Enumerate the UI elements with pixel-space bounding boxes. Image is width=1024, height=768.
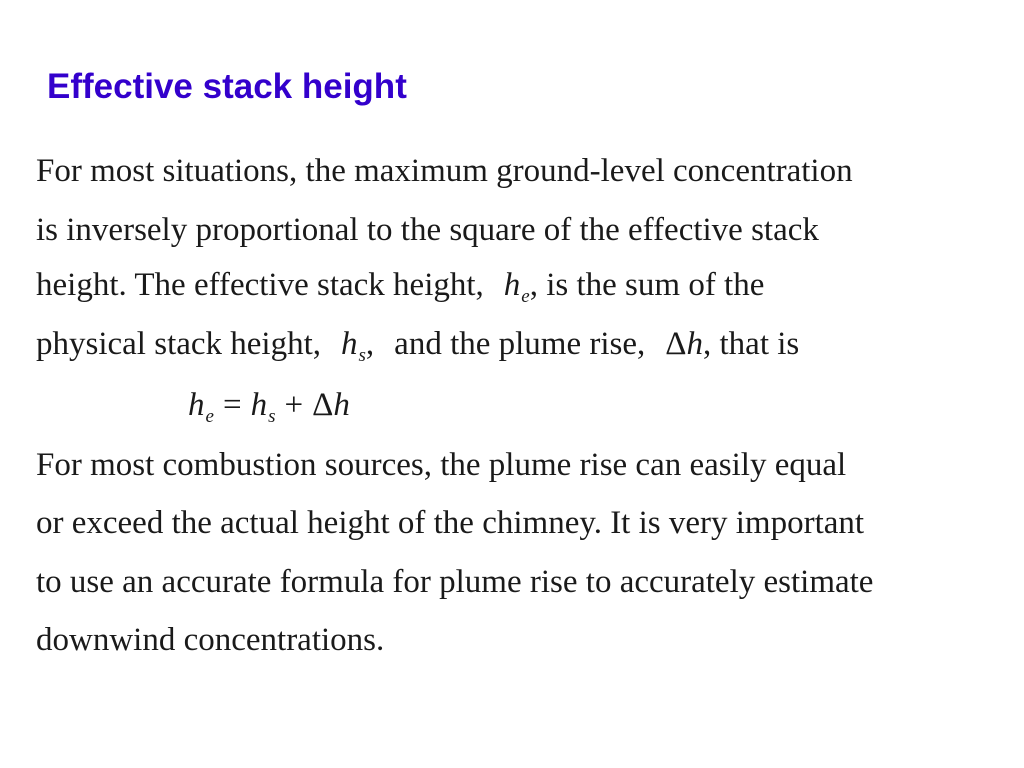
line-3-text-end: , is the sum of the: [529, 267, 765, 303]
symbol-h: h: [341, 326, 358, 362]
symbol-delta: Δ: [665, 326, 687, 362]
equation-effective-height: [188, 385, 350, 425]
paragraph-2-line-3: to use an accurate formula for plume rise to accurately estimate: [36, 564, 874, 600]
symbol-hs: [341, 326, 366, 366]
paragraph-2-line-4: downwind concentrations.: [36, 622, 385, 658]
symbol-h: h: [503, 267, 521, 303]
paragraph-2-line-2: or exceed the actual height of the chimney. It is very important: [36, 505, 865, 541]
paragraph-1-line-3: [36, 265, 764, 305]
paragraph-1-line-1: For most situations, the maximum ground-level concentration: [36, 153, 853, 189]
line-3-text-start: height. The effective stack height,: [36, 267, 484, 303]
subscript-e: e: [205, 406, 214, 427]
symbol-h: h: [188, 387, 205, 423]
subscript-e: e: [521, 286, 530, 307]
symbol-h: h: [250, 387, 268, 423]
paragraph-1-line-4: [36, 324, 799, 364]
paragraph-1-line-2: is inversely proportional to the square of the effective stack: [36, 212, 819, 248]
slide-title: Effective stack height: [47, 67, 407, 106]
symbol-h: h: [686, 326, 703, 362]
line-4-text-middle: and the plume rise,: [394, 326, 646, 362]
subscript-s: s: [358, 345, 366, 366]
plus-sign: +: [284, 387, 304, 423]
equals-sign: =: [222, 387, 242, 423]
paragraph-2-line-1: For most combustion sources, the plume rise can easily equal: [36, 447, 847, 483]
symbol-delta: Δ: [312, 387, 334, 423]
symbol-h: h: [333, 387, 350, 423]
symbol-comma: ,: [365, 326, 375, 362]
line-4-text-end: , that is: [703, 326, 800, 362]
symbol-delta-h: [665, 326, 703, 362]
line-4-text-start: physical stack height,: [36, 326, 322, 362]
symbol-he: [503, 267, 530, 307]
subscript-s: s: [268, 406, 276, 427]
